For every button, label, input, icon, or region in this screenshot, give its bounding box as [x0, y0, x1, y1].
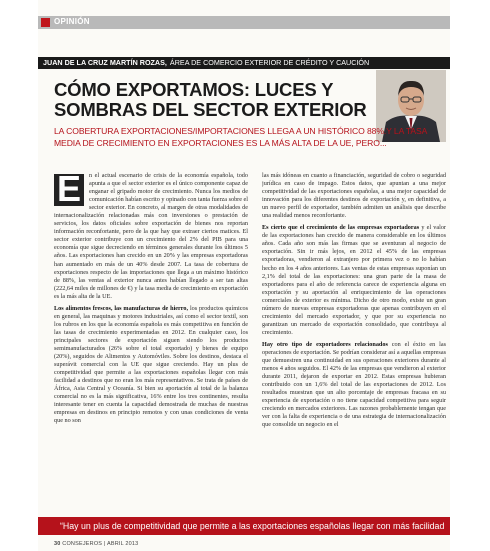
paragraph: n el actual escenario de crisis de la economía española, todo apunta a que el sector exterior es el único componente capaz de enganar el gripado motor de crecimiento. Nunca los medios de comunicación habían escrito y opinado con tanta fuerza sobre el sector exterior. En concreto, al margen de otras modalidades de internacionalización relacionadas más con inversiones o prestación de servicios, los datos oficiales sobre exportación de bienes nos reportan información reconfortante, pero de la que hay que extraer ciertos matices. El sector exterior contribuye con un crecimiento del 2% del PIB para una economía que sigue decreciendo en términos generales durante los últimos 5 años. Las exportaciones han crecido en un 20% y las empresas exportadoras han aumentado en más de un 40% desde 2007. La tasa de cobertura de exportaciones respecto de las importaciones que llega a un máximo histórico de 88%, las ventas al exterior nunca antes habían llegado a ser tan altas (222,64 miles de millones de €) y la tasa media de crecimiento en exportación es la más alta de la UE.: [54, 172, 248, 300]
author-byline: [38, 57, 450, 69]
article-subhead: LA COBERTURA EXPORTACIONES/IMPORTACIONES LLEGA A UN HISTÓRICO 88%.Y LA TASA MEDIA DE CRECIMIENTO EN EXPORTACIONES ES LA MÁS ALTA DE LA UE, PERO...: [54, 126, 427, 148]
article-column-2: [262, 172, 446, 517]
pull-quote: “Hay un plus de competitividad que permite a las exportaciones españolas llegar con más facilidad: [38, 517, 450, 535]
issue-date: ABRIL 2013: [106, 541, 139, 547]
paragraph-lead-in: Hay otro tipo de exportadores relacionados: [262, 340, 388, 348]
paragraph-lead-in: Los alimentos frescos, las manufacturas de hierro,: [54, 304, 189, 312]
page-footer: 30 CONSEJEROS | ABRIL 2013: [54, 541, 139, 547]
paragraph: [54, 305, 248, 426]
paragraph: [262, 224, 446, 337]
article-column-1: [54, 172, 248, 542]
author-role: ÁREA DE COMERCIO EXTERIOR DE CRÉDITO Y CAUCIÓN: [169, 58, 370, 67]
drop-cap: E: [54, 174, 84, 206]
magazine-page: [38, 0, 450, 551]
paragraph-lead-in: Es cierto que el crecimiento de las empresas exportadoras: [262, 224, 420, 232]
paragraph-body: y el valor de las exportaciones han crecido de manera considerable en los últimos años. Cada año son más las firmas que se aventuran al negocio de exportación. Sin ir más lejos, en 2012 el 45% de las empresas exportadoras, vendieron al extranjero por primera vez o no lo habían hecho en los 4 años anteriores. Las ventas de estas empresas suponían un 2,1% del total de las exportaciones: una gran parte de la masa de exportadores para el año de referencia carece de experiencia alguna en exportación y su aportación al enriquecimiento de las operaciones comerciales de exterior es mínima. Dicho de otro modo, existe un gran número de nuevas empresas exportadoras que apenas contribuyen en el crecimiento del mercado exportador, y que por su experiencia no garantizan un mercado de exportación consolidado, que contribuya al crecimiento.: [262, 224, 446, 336]
paragraph: las más idóneas en cuanto a financiación, seguridad de cobro o seguridad jurídica en caso de impago. Estos datos, que apuntan a una mejor competitividad de las exportaciones españolas, a una mejor capacidad de innovación para los diferentes destinos de exportación y, en definitiva, a un nuevo perfil de exportador, también admiten un análisis que describe una realidad menos reconfortante.: [262, 172, 446, 220]
article-headline: CÓMO EXPORTAMOS: LUCES Y SOMBRAS DEL SECTOR EXTERIOR: [54, 79, 367, 120]
page-number: 30: [54, 541, 61, 547]
section-bar: [38, 16, 450, 29]
paragraph-body: con el éxito en las operaciones de exportación. Se podrían considerar así a aquellas empresas que demuestren una continuidad en sus operaciones exteriores durante al menos 4 años seguidos. El 42% de las empresas que vendieron al exterior durante 2011, dejaron de exportar en 2012. Estas empresas hubieran contribuido con un 1,6% del total de las exportaciones de 2012. Los resultados muestran que un alto porcentaje de empresas fracasa en su experiencia de exportación o no tiene capacidad competitiva para seguir creciendo en mercados exteriores. Las razones probablemente tengan que ver con la falta de experiencia o de una estrategia de internacionalización que consolide un negocio en el: [262, 340, 446, 429]
section-label: OPINIÓN: [54, 17, 90, 26]
paragraph-body: los productos químicos en general, las maquinas y motores industriales, así como el sector textil, son los rubros en los que la economía española es más competitiva en función de las tasas de crecimiento experimentadas en 2012. En cualquier caso, los principales sectores de exportación siguen siendo los productos semimanufacturados (26% sobre el total exportado) y bienes de equipo (20%), seguidos de Alimentos y Automóviles. Sobre los destinos, destaca el superávit comercial con la UE que sigue creciendo. Hay un plus de competitividad que permite a las exportaciones españolas llegar con más facilidad a destinos que no eran los más representativos. Se trata de países de África, Asia Central y Oceanía. Si bien su aportación al total de la balanza comercial no es la más significativa, 16% entre los tres continentes, resulta interesante tener en cuenta la capacidad demostrada de muchas de nuestras empresas en destinos en principio remotos y con unas condiciones de venta que no son: [54, 304, 248, 425]
magazine-name: CONSEJEROS: [62, 541, 103, 547]
paragraph: [262, 341, 446, 430]
section-marker: [41, 18, 50, 27]
author-name: JUAN DE LA CRUZ MARTÍN ROZAS,: [43, 58, 167, 67]
